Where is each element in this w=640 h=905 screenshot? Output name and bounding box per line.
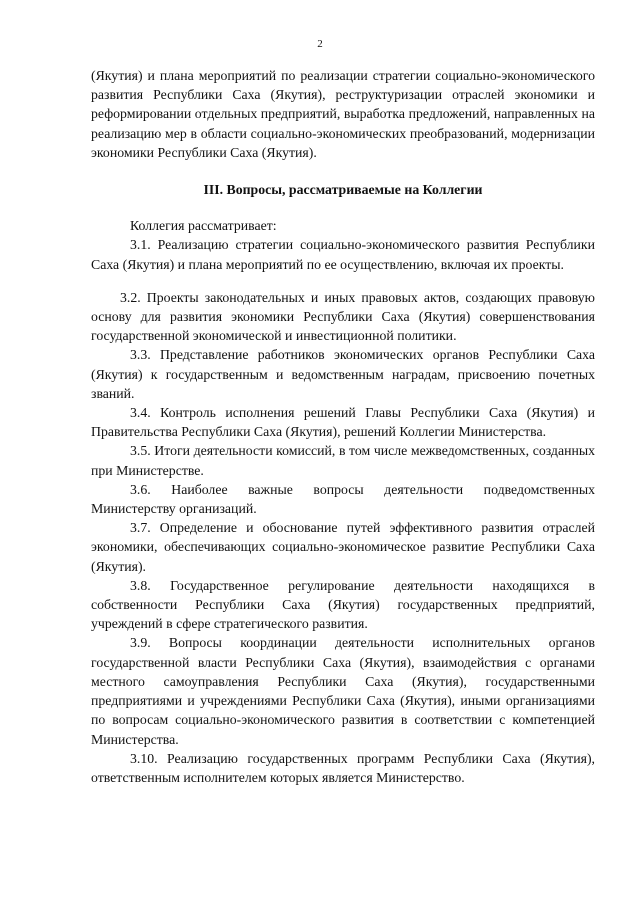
- section-title: III. Вопросы, рассматриваемые на Коллегии: [203, 182, 483, 198]
- list-item-3-9: 3.9. Вопросы координации деятельности исполнительных органов государственной власти Республики Саха (Якутия), взаимодействия с органами местного самоуправления Республики Саха (Якутия), государственными предприятиями и учреждениями Республики Саха (Якутия), иными организациями по вопросам социально-экономического развития в соответствии с компетенцией Министерства.: [91, 635, 595, 747]
- page-number: 2: [317, 38, 323, 50]
- list-item-3-5: 3.5. Итоги деятельности комиссий, в том числе межведомственных, созданных при Министерстве.: [91, 443, 595, 478]
- list-item-3-1: 3.1. Реализацию стратегии социально-экономического развития Республики Саха (Якутия) и плана мероприятий по ее осуществлению, включая их проекты.: [91, 237, 595, 272]
- list-item-3-8: 3.8. Государственное регулирование деятельности находящихся в собственности Республики Саха (Якутия) государственных предприятий, учреждений в сфере стратегического развития.: [91, 577, 595, 632]
- list-item-3-4: 3.4. Контроль исполнения решений Главы Республики Саха (Якутия) и Правительства Республики Саха (Якутия), решений Коллегии Министерства.: [91, 405, 595, 440]
- list-item-3-2: 3.2. Проекты законодательных и иных правовых актов, создающих правовую основу для развития экономики Республики Саха (Якутия) совершенствования государственной экономической и инвестиционной политики.: [91, 289, 595, 344]
- list-item-3-6: 3.6. Наиболее важные вопросы деятельности подведомственных Министерству организаций.: [91, 481, 595, 517]
- list-item-3-10: 3.10. Реализацию государственных программ Республики Саха (Якутия), ответственным исполнителем которых является Министерство.: [91, 750, 595, 785]
- document-body: [91, 66, 595, 787]
- list-item-3-7: 3.7. Определение и обоснование путей эффективного развития отраслей экономики, обеспечивающих социально-экономическое развитие Республики Саха (Якутия).: [91, 520, 595, 574]
- lead-in-text: Коллегия рассматривает:: [130, 218, 277, 234]
- intro-paragraph: (Якутия) и плана мероприятий по реализации стратегии социально-экономического развития Республики Саха (Якутия), реструктуризации отраслей экономики и реформировании отдельных предприятий, выработка предложений, направленных на реализацию мер в области социально-экономических преобразований, модернизации экономики Республики Саха (Якутия).: [91, 68, 595, 160]
- list-item-3-3: 3.3. Представление работников экономических органов Республики Саха (Якутия) к государственным и ведомственным наградам, присвоению почетных званий.: [91, 347, 595, 401]
